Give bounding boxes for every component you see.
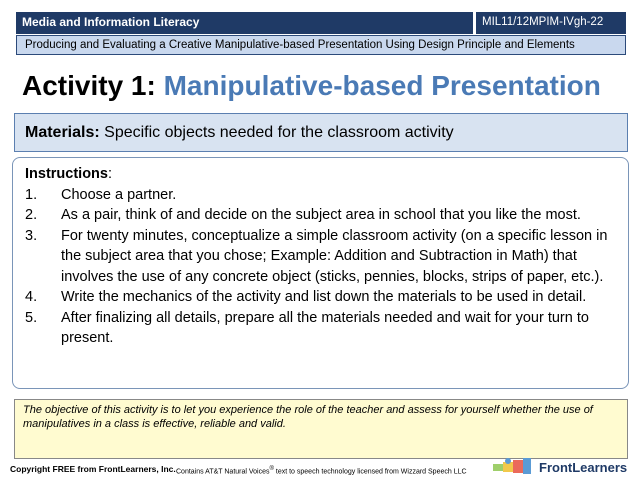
list-item-text: For twenty minutes, conceptualize a simple classroom activity (on a specific lesson in the subject area that you chose; Example: Addition and Subtraction in Math) that involves the use of any concrete object (sticks, pennies, blocks, strips of paper, etc.). <box>61 227 608 285</box>
list-item <box>25 308 618 349</box>
instructions-list <box>25 185 618 349</box>
instructions-heading-row <box>25 164 618 185</box>
header-subject: Media and Information Literacy <box>16 12 473 34</box>
page-title <box>22 68 632 104</box>
list-item <box>25 205 618 226</box>
list-item-number: 3. <box>25 227 38 244</box>
footer-att-suffix: text to speech technology licensed from Wizzard Speech LLC <box>273 468 467 476</box>
materials-text: Specific objects needed for the classroom activity <box>104 124 454 141</box>
materials-box <box>14 113 628 152</box>
list-item-number: 5. <box>25 309 38 326</box>
instructions-box <box>12 157 629 389</box>
logo-text: FrontLearners <box>539 459 628 475</box>
list-item-text: As a pair, think of and decide on the subject area in school that you like the most. <box>61 207 581 223</box>
list-item-text: Write the mechanics of the activity and list down the materials to be used in detail. <box>61 289 587 305</box>
list-item-text: Choose a partner. <box>61 186 177 203</box>
frontlearners-logo <box>493 456 627 478</box>
footer-att-prefix: Contains AT&T Natural Voices <box>176 468 270 476</box>
title-main: Manipulative-based Presentation <box>163 70 601 101</box>
list-item-number: 2. <box>25 207 38 223</box>
list-item-number: 4. <box>25 289 38 305</box>
frontlearners-logo-icon <box>493 456 537 478</box>
instructions-heading-colon: : <box>107 166 113 182</box>
materials-label: Materials: <box>25 124 100 141</box>
objective-note: The objective of this activity is to let you experience the role of the teacher and assess for yourself whether the use of manipulatives in a class is effective, reliable and valid. <box>14 399 628 459</box>
footer-att-notice <box>176 463 467 478</box>
list-item <box>25 226 618 288</box>
footer-copyright: Copyright FREE from FrontLearners, Inc. <box>10 464 176 474</box>
title-prefix: Activity 1: <box>22 70 156 101</box>
list-item-text: After finalizing all details, prepare all the materials needed and wait for your turn to present. <box>61 309 589 346</box>
instructions-heading: Instructions <box>25 166 108 182</box>
footer-att-mark: ® <box>269 466 274 472</box>
list-item-number: 1. <box>25 186 38 203</box>
header-course-code: MIL11/12MPIM-IVgh-22 <box>476 12 626 34</box>
list-item <box>25 287 618 308</box>
list-item <box>25 185 618 206</box>
header-topic: Producing and Evaluating a Creative Manipulative-based Presentation Using Design Principle and Elements <box>16 35 626 55</box>
